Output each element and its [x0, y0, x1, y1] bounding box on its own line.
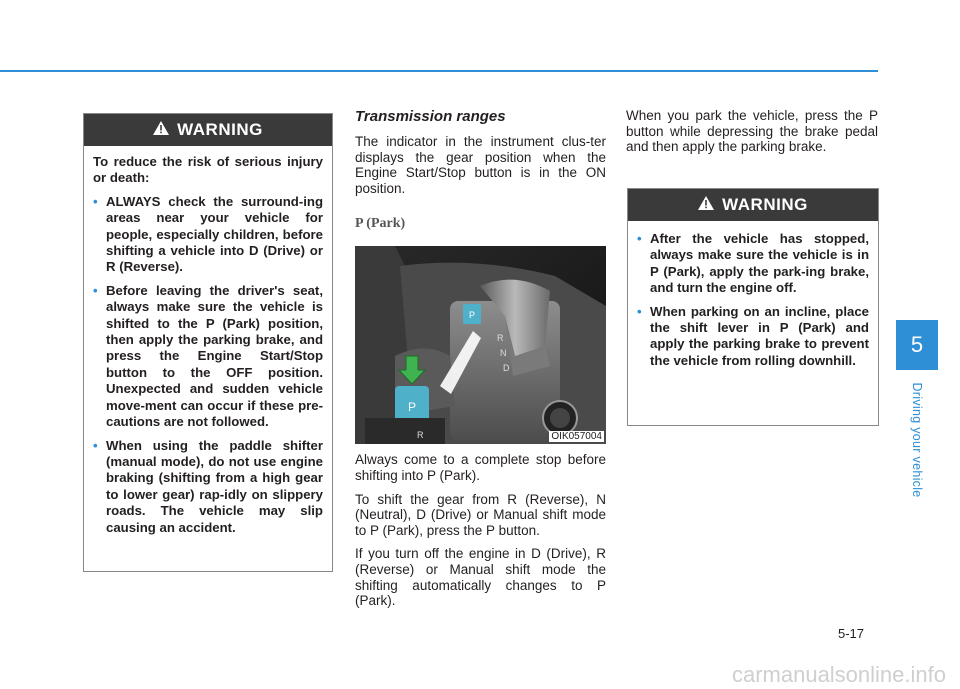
- gear-n-label: N: [500, 348, 507, 359]
- top-rule: [0, 70, 878, 72]
- warning-title: WARNING: [177, 120, 263, 139]
- warning-list: [93, 194, 323, 536]
- transmission-ranges-section: [355, 108, 606, 617]
- park-paragraph-2: To shift the gear from R (Reverse), N (Neutral), D (Drive) or Manual shift mode to P (Park), press the P button.: [355, 491, 606, 538]
- r-mark-label: R: [417, 430, 424, 441]
- chapter-label-wrap: [906, 380, 928, 500]
- warning-header: [84, 114, 332, 146]
- park-subheading: P (Park): [355, 216, 406, 232]
- warning-intro: To reduce the risk of serious injury or death:: [93, 154, 323, 186]
- warning-box-2: [627, 188, 879, 426]
- warning-list: [637, 231, 869, 369]
- warning-triangle-icon: [698, 195, 714, 215]
- warning-item: • When using the paddle shifter (manual mode), do not use engine braking (shifting from a high gear to lower gear) rap-idly on slippery roads. The vehicle may slip causing an accident.: [93, 438, 323, 536]
- gear-r-label: R: [497, 333, 504, 344]
- warning-title: WARNING: [722, 195, 808, 214]
- section-heading: Transmission ranges: [355, 108, 506, 125]
- page-number: 5-17: [838, 626, 865, 641]
- footer-watermark-text: carmanualsonline.info: [731, 662, 946, 687]
- chapter-number: 5: [910, 332, 924, 357]
- park-paragraph-3: If you turn off the engine in D (Drive), R (Reverse) or Manual shift mode the shifting automatically changes to P (Park).: [355, 546, 606, 609]
- shifter-illustration: [355, 246, 606, 444]
- warning-box-1: [83, 113, 333, 572]
- warning-item: • ALWAYS check the surround-ing areas near your vehicle for people, especially children, before shifting a vehicle into D (Drive) or R (Reverse).: [93, 194, 323, 276]
- right-column: [626, 108, 878, 163]
- warning-item: • Before leaving the driver's seat, always make sure the vehicle is shifted to the P (Park) position, then apply the parking brake, and press the Engine Start/Stop button to the OFF position. Unexpected and sudden vehicle move-ment can occur if these pre-cautions are not followed.: [93, 283, 323, 431]
- section-intro: The indicator in the instrument clus-ter displays the gear position when the Engine Start/Stop button is in the ON position.: [355, 134, 606, 196]
- gear-d-label: D: [503, 363, 510, 374]
- park-note: When you park the vehicle, press the P button while depressing the brake pedal and then apply the parking brake.: [626, 108, 878, 155]
- park-paragraph-1: Always come to a complete stop before shifting into P (Park).: [355, 452, 606, 483]
- chapter-label: Driving your vehicle: [910, 382, 924, 498]
- image-code: OIK057004: [551, 431, 602, 443]
- footer-watermark: [0, 660, 960, 689]
- warning-item: • When parking on an incline, place the shift lever in P (Park) and apply the parking brake to prevent the vehicle from rolling downhill.: [637, 304, 869, 370]
- gear-p-label: P: [468, 310, 476, 321]
- warning-header: [628, 189, 878, 221]
- shifter-photo: [355, 246, 606, 444]
- warning-body: [84, 146, 332, 536]
- chapter-tab: [896, 320, 938, 370]
- warning-body: [628, 221, 878, 369]
- warning-item: • After the vehicle has stopped, always make sure the vehicle is in P (Park), apply the park-ing brake, and turn the engine off.: [637, 231, 869, 297]
- warning-triangle-icon: [153, 120, 169, 140]
- p-button-label: P: [408, 400, 417, 415]
